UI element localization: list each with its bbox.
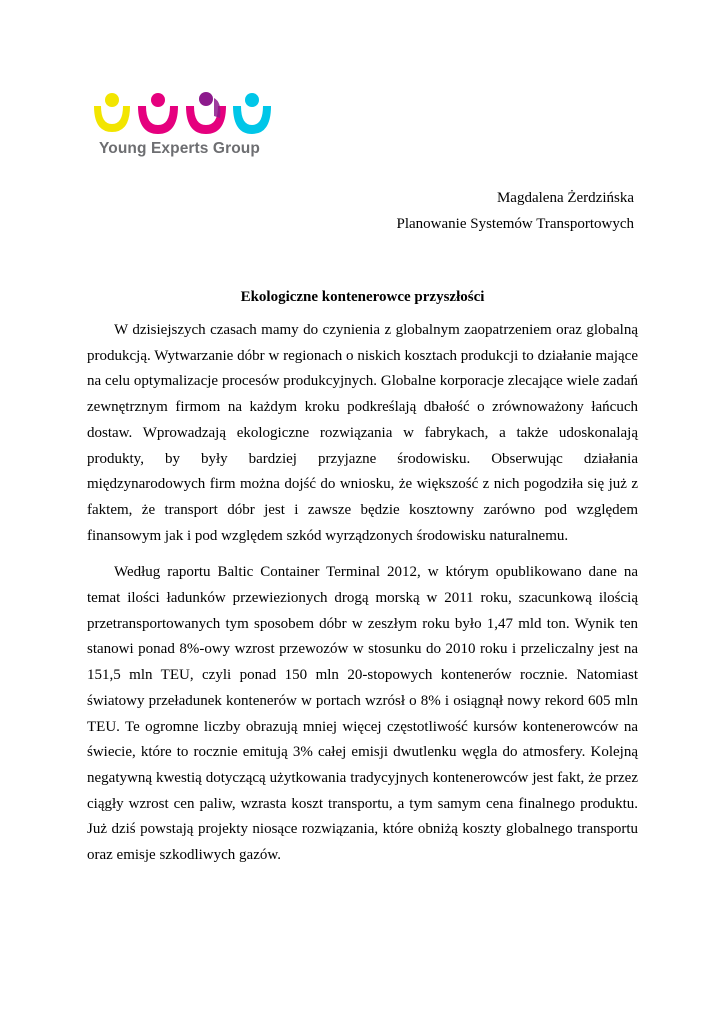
document-title: Ekologiczne kontenerowce przyszłości bbox=[240, 289, 485, 305]
paragraph: Według raportu Baltic Container Terminal 2012, w którym opublikowano dane na temat ilości ładunków przewiezionych drogą morską w 2011 roku, szacunkową ilością przetransportowanych tym sposobem dóbr w zeszłym roku było 1,47 mld ton. Wynik ten stanowi ponad 8%-owy wzrost przewozów w stosunku do 2010 roku i przeliczalny jest na 151,5 mln TEU, czyli ponad 150 mln 20-stopowych kontenerów rocznie. Natomiast światowy przeładunek kontenerów w portach wzrósł o 8% i osiągnął nowy rekord 605 mln TEU. Te ogromne liczby obrazują mniej więcej częstotliwość kursów kontenerowców na świecie, które to rocznie emitują 3% całej emisji dwutlenku węgla do atmosfery. Kolejną negatywną kwestią dotyczącą użytkowania tradycyjnych kontenerowców jest fakt, że przez ciągły wzrost cen paliw, wzrasta koszt transportu, a tym samym cena finalnego produktu. Już dziś powstają projekty niosące rozwiązania, które obniżą koszty globalnego transportu oraz emisje szkodliwych gazów. bbox=[87, 564, 638, 864]
logo-overlap-purple bbox=[214, 98, 220, 118]
logo-head-purple bbox=[199, 92, 213, 106]
logo-head-cyan bbox=[245, 93, 259, 107]
logo-arc-yellow bbox=[94, 106, 130, 132]
paragraph: W dzisiejszych czasach mamy do czynienia z globalnym zaopatrzeniem oraz globalną produkcją. Wytwarzanie dóbr w regionach o niskich kosztach produkcji to działanie mające na celu optymalizacje procesów produkcyjnych. Globalne korporacje zlecające wiele zadań zewnętrznym firmom na każdym kroku podkreślają dbałość o zrównoważony łańcuch dostaw. Wprowadzają ekologiczne rozwiązania w fabrykach, a także udoskonalają produkty, by były bardziej przyjazne środowisku. Obserwując działania międzynarodowych firm można dojść do wniosku, że większość z nich pogodziła się już z faktem, że transport dóbr jest i zawsze będzie kosztowny zarówno pod względem finansowym jak i pod względem szkód wyrządzonych środowisku naturalnemu. bbox=[87, 322, 638, 544]
young-experts-group-logo bbox=[90, 92, 280, 164]
logo-text: Young Experts Group bbox=[99, 140, 260, 157]
author-block bbox=[397, 185, 635, 237]
author-name: Magdalena Żerdzińska bbox=[496, 190, 634, 206]
logo-head-yellow bbox=[105, 93, 119, 107]
course-name: Planowanie Systemów Transportowych bbox=[396, 216, 634, 232]
logo-smile-figures bbox=[90, 92, 280, 138]
document-body bbox=[87, 318, 638, 880]
logo-arc-cyan bbox=[233, 106, 271, 134]
logo-head-magenta bbox=[151, 93, 165, 107]
logo-arc-magenta bbox=[138, 106, 178, 134]
